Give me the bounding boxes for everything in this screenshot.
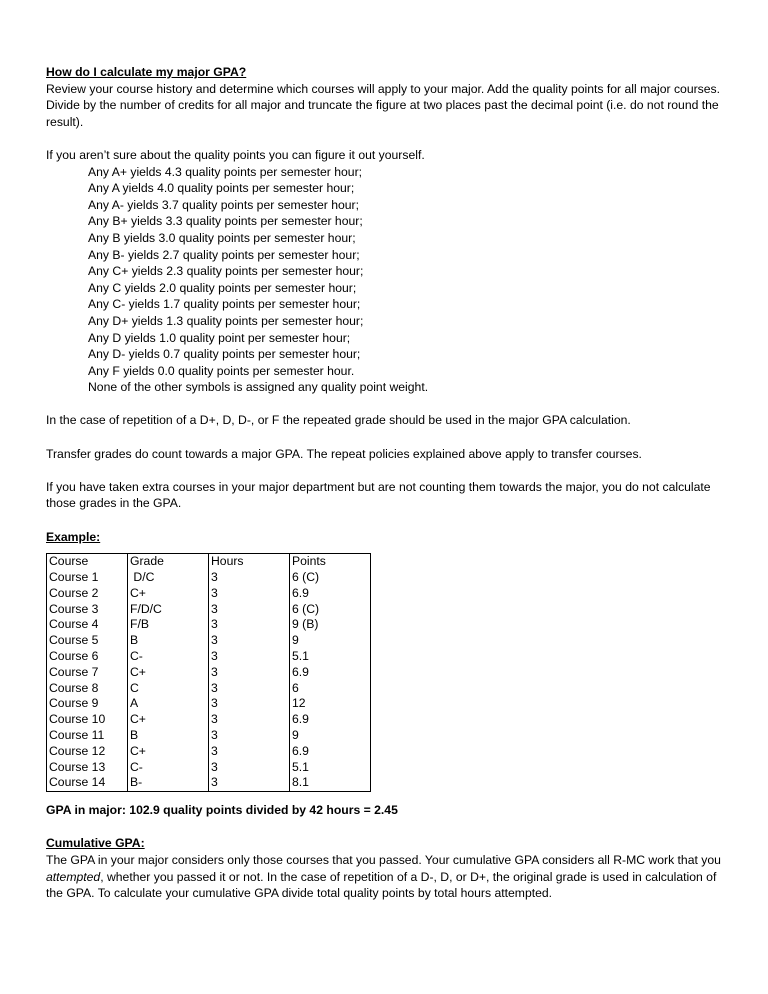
grade-cell: F/B bbox=[130, 617, 149, 632]
hours-column bbox=[209, 554, 290, 792]
points-cell: 6 (C) bbox=[292, 570, 320, 585]
grade-cell: C- bbox=[130, 649, 143, 663]
points-cell: 5.1 bbox=[292, 759, 309, 774]
transfer-rule: Transfer grades do count towards a major GPA. The repeat policies explained above apply to transfer courses. bbox=[46, 446, 642, 461]
grade-point-item: Any A yields 4.0 quality points per semester hour; bbox=[88, 181, 355, 196]
course-cell: Course 2 bbox=[49, 585, 99, 600]
points-cell: 6 (C) bbox=[292, 601, 320, 616]
hours-cell: 3 bbox=[211, 775, 218, 790]
grade-cell: F/D/C bbox=[130, 601, 162, 616]
points-cell: 8.1 bbox=[292, 775, 309, 790]
grade-cell: B bbox=[130, 633, 139, 648]
grade-point-item: Any D- yields 0.7 quality points per semester hour; bbox=[88, 347, 361, 362]
cumulative-gpa-text bbox=[46, 852, 736, 902]
course-cell: Course 9 bbox=[49, 696, 99, 711]
course-cell: Course 4 bbox=[49, 617, 99, 632]
cumulative-text-emphasis: attempted bbox=[46, 869, 101, 884]
grade-point-list bbox=[46, 164, 736, 396]
table-row bbox=[47, 554, 371, 792]
example-table bbox=[46, 553, 371, 792]
points-cell: 5.1 bbox=[292, 649, 309, 663]
grade-point-item: Any F yields 0.0 quality points per semester hour. bbox=[88, 363, 355, 378]
points-cell: 12 bbox=[292, 696, 306, 711]
course-cell: Course 13 bbox=[49, 759, 106, 774]
grade-cell: C bbox=[130, 680, 139, 695]
hours-cell: 3 bbox=[211, 664, 218, 679]
grade-cell: C+ bbox=[130, 743, 146, 758]
grade-point-item: Any D+ yields 1.3 quality points per semester hour; bbox=[88, 313, 364, 328]
points-cell: 9 bbox=[292, 633, 299, 648]
course-cell: Course 12 bbox=[49, 743, 106, 758]
extra-courses-rule: If you have taken extra courses in your major department but are not counting them towards the major, you do not calculate those grades in the GPA. bbox=[46, 479, 711, 511]
cumulative-text-part2: , whether you passed it or not. In the case of repetition of a D-, D, or D+, the original grade is used in calculation of the GPA. To calculate your cumulative GPA divide total quality points by total hours attempted. bbox=[46, 869, 717, 901]
grade-point-item: Any B- yields 2.7 quality points per semester hour; bbox=[88, 247, 360, 262]
grade-cell: Grade bbox=[130, 554, 164, 569]
hours-cell: Hours bbox=[211, 554, 244, 569]
grade-cell: C+ bbox=[130, 664, 146, 679]
hours-cell: 3 bbox=[211, 649, 218, 663]
hours-cell: 3 bbox=[211, 601, 218, 616]
grade-point-item: None of the other symbols is assigned any quality point weight. bbox=[88, 380, 429, 395]
points-column bbox=[290, 554, 371, 792]
example-heading: Example: bbox=[46, 529, 101, 544]
points-cell: 6.9 bbox=[292, 712, 309, 727]
grade-point-item: Any A- yields 3.7 quality points per semester hour; bbox=[88, 197, 359, 212]
course-cell: Course 8 bbox=[49, 680, 99, 695]
points-cell: 6.9 bbox=[292, 664, 309, 679]
course-cell: Course bbox=[49, 554, 89, 569]
course-cell: Course 14 bbox=[49, 775, 106, 790]
hours-cell: 3 bbox=[211, 696, 218, 711]
hours-cell: 3 bbox=[211, 759, 218, 774]
grade-cell: B- bbox=[130, 775, 143, 790]
points-cell: 6.9 bbox=[292, 585, 309, 600]
points-cell: 6.9 bbox=[292, 743, 309, 758]
grade-cell: A bbox=[130, 696, 139, 711]
cumulative-gpa-heading: Cumulative GPA: bbox=[46, 836, 145, 851]
points-cell: 6 bbox=[292, 680, 299, 695]
hours-cell: 3 bbox=[211, 633, 218, 648]
grade-cell: C+ bbox=[130, 712, 146, 727]
quality-points-intro: If you aren’t sure about the quality points you can figure it out yourself. bbox=[46, 147, 425, 162]
major-gpa-instructions: Review your course history and determine which courses will apply to your major. Add the quality points for all major courses. Divide by the number of credits for all major and truncate the figure at two places past the decimal point (i.e. do not round the result). bbox=[46, 81, 721, 129]
hours-cell: 3 bbox=[211, 570, 218, 585]
course-cell: Course 6 bbox=[49, 649, 99, 663]
points-cell: 9 (B) bbox=[292, 617, 319, 632]
grade-point-item: Any C- yields 1.7 quality points per semester hour; bbox=[88, 297, 361, 312]
hours-cell: 3 bbox=[211, 743, 218, 758]
hours-cell: 3 bbox=[211, 712, 218, 727]
grade-point-item: Any C yields 2.0 quality points per semester hour; bbox=[88, 280, 357, 295]
hours-cell: 3 bbox=[211, 617, 218, 632]
course-cell: Course 11 bbox=[49, 727, 105, 742]
points-cell: 9 bbox=[292, 727, 299, 742]
grade-cell: C+ bbox=[130, 585, 146, 600]
grade-point-item: Any B+ yields 3.3 quality points per semester hour; bbox=[88, 214, 363, 229]
points-cell: Points bbox=[292, 554, 326, 569]
grade-point-item: Any C+ yields 2.3 quality points per semester hour; bbox=[88, 264, 364, 279]
course-cell: Course 5 bbox=[49, 633, 99, 648]
major-gpa-heading: How do I calculate my major GPA? bbox=[46, 65, 247, 79]
course-cell: Course 3 bbox=[49, 601, 99, 616]
grade-point-item: Any A+ yields 4.3 quality points per semester hour; bbox=[88, 164, 363, 179]
hours-cell: 3 bbox=[211, 585, 218, 600]
grade-point-item: Any B yields 3.0 quality points per semester hour; bbox=[88, 230, 356, 245]
hours-cell: 3 bbox=[211, 680, 218, 695]
course-cell: Course 1 bbox=[49, 570, 99, 585]
course-cell: Course 7 bbox=[49, 664, 99, 679]
document-page bbox=[46, 64, 736, 902]
cumulative-text-part1: The GPA in your major considers only those courses that you passed. Your cumulative GPA considers all R-MC work that you bbox=[46, 852, 721, 867]
grade-cell: D/C bbox=[130, 570, 155, 585]
grade-cell: C- bbox=[130, 759, 143, 774]
course-cell: Course 10 bbox=[49, 712, 106, 727]
gpa-summary: GPA in major: 102.9 quality points divided by 42 hours = 2.45 bbox=[46, 803, 398, 818]
repetition-rule: In the case of repetition of a D+, D, D-, or F the repeated grade should be used in the major GPA calculation. bbox=[46, 413, 631, 428]
grade-point-item: Any D yields 1.0 quality point per semester hour; bbox=[88, 330, 351, 345]
grade-column bbox=[128, 554, 209, 792]
course-column bbox=[47, 554, 128, 792]
hours-cell: 3 bbox=[211, 727, 218, 742]
grade-cell: B bbox=[130, 727, 139, 742]
